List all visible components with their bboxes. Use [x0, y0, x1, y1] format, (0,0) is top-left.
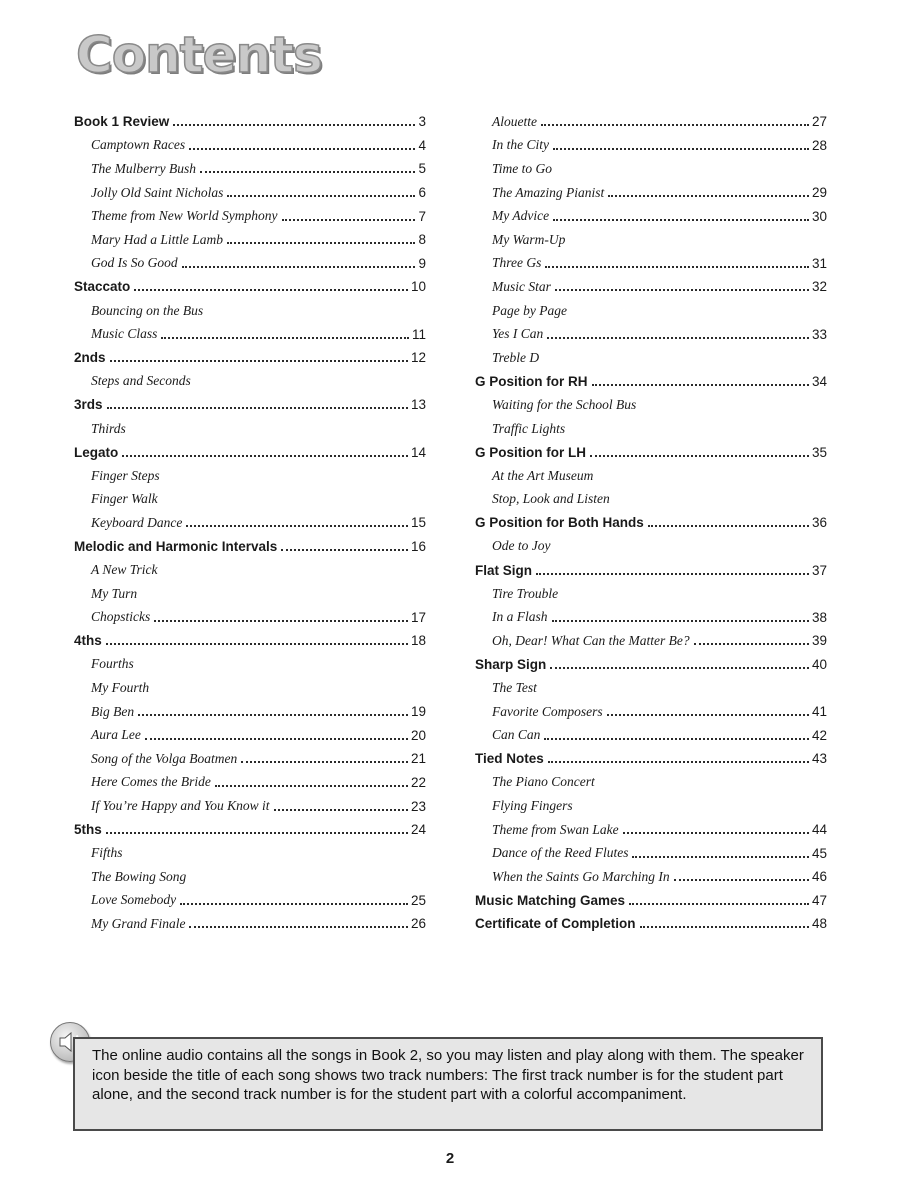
- toc-entry-title: A New Trick: [91, 562, 158, 578]
- toc-entry-row: [475, 582, 827, 606]
- toc-entry-title: Music Star: [492, 278, 551, 294]
- toc-entry-title: Thirds: [91, 420, 126, 436]
- toc-page-number: 7: [418, 208, 426, 224]
- toc-entry-title: When the Saints Go Marching In: [492, 868, 670, 884]
- toc-entry-row: [74, 841, 426, 865]
- toc-page-number: 5: [418, 161, 426, 177]
- toc-page-number: 43: [811, 751, 827, 767]
- toc-entry-title: Favorite Composers: [492, 703, 603, 719]
- toc-page-number: 24: [410, 822, 426, 838]
- toc-section-row: [74, 818, 426, 842]
- toc-page-number: 12: [410, 350, 426, 366]
- toc-entry-row: [475, 818, 827, 842]
- toc-section-row: [475, 747, 827, 771]
- toc-page-number: 45: [811, 845, 827, 861]
- toc-page-number: 46: [811, 869, 827, 885]
- toc-page-number: 33: [811, 326, 827, 342]
- dot-leader: [545, 253, 809, 268]
- dot-leader: [106, 630, 408, 645]
- dot-leader: [215, 772, 408, 787]
- toc-page-number: 17: [410, 609, 426, 625]
- toc-entry-title: Song of the Volga Boatmen: [91, 750, 238, 766]
- toc-section-title: G Position for Both Hands: [475, 515, 644, 531]
- dot-leader: [180, 890, 408, 905]
- dot-leader: [541, 111, 809, 126]
- toc-entry-title: Mary Had a Little Lamb: [91, 231, 224, 247]
- toc-entry-title: Theme from Swan Lake: [492, 821, 619, 837]
- toc-page-number: 38: [811, 609, 827, 625]
- toc-page-number: 30: [811, 208, 827, 224]
- toc-entry-row: [74, 181, 426, 205]
- toc-entry-row: [74, 605, 426, 629]
- toc-entry-row: [475, 629, 827, 653]
- toc-entry-row: [74, 228, 426, 252]
- toc-page-number: 44: [811, 822, 827, 838]
- toc-entry-title: Big Ben: [91, 703, 135, 719]
- toc-entry-title: In a Flash: [492, 609, 548, 625]
- dot-leader: [189, 913, 407, 928]
- toc-entry-title: If You’re Happy and You Know it: [91, 798, 270, 814]
- toc-entry-row: [475, 346, 827, 370]
- toc-section-title: Staccato: [74, 279, 131, 295]
- toc-entry-row: [475, 700, 827, 724]
- toc-entry-row: [475, 535, 827, 559]
- toc-section-title: Sharp Sign: [475, 656, 547, 672]
- toc-entry-row: [475, 110, 827, 134]
- toc-page-number: 11: [411, 326, 426, 342]
- toc-entry-row: [475, 464, 827, 488]
- toc-section-title: 2nds: [74, 350, 106, 366]
- toc-page-number: 16: [410, 538, 426, 554]
- toc-entry-title: Jolly Old Saint Nicholas: [91, 184, 224, 200]
- toc-page-number: 19: [410, 704, 426, 720]
- dot-leader: [592, 371, 809, 386]
- dot-leader: [138, 701, 408, 716]
- toc-entry-title: Page by Page: [492, 302, 567, 318]
- dot-leader: [182, 253, 416, 268]
- toc-entry-title: Ode to Joy: [492, 538, 551, 554]
- toc-page-number: 18: [410, 633, 426, 649]
- toc-section-title: Music Matching Games: [475, 892, 626, 908]
- toc-entry-title: Steps and Seconds: [91, 373, 191, 389]
- toc-page-number: 9: [418, 255, 426, 271]
- dot-leader: [134, 276, 408, 291]
- toc-page-number: 34: [811, 373, 827, 389]
- toc-section-title: Tied Notes: [475, 751, 544, 767]
- toc-entry-title: God Is So Good: [91, 255, 178, 271]
- toc-left-column: [74, 110, 426, 936]
- dot-leader: [629, 890, 809, 905]
- toc-entry-title: Stop, Look and Listen: [492, 491, 610, 507]
- dot-leader: [553, 135, 809, 150]
- toc-section-row: [475, 440, 827, 464]
- toc-section-row: [74, 275, 426, 299]
- toc-entry-title: Oh, Dear! What Can the Matter Be?: [492, 632, 690, 648]
- toc-page-number: 29: [811, 185, 827, 201]
- toc-entry-row: [74, 370, 426, 394]
- toc-section-row: [74, 629, 426, 653]
- toc-section-title: G Position for RH: [475, 373, 588, 389]
- toc-entry-title: The Test: [492, 680, 537, 696]
- toc-section-row: [475, 889, 827, 913]
- dot-leader: [544, 725, 809, 740]
- toc-entry-row: [74, 204, 426, 228]
- toc-page-number: 35: [811, 444, 827, 460]
- toc-page-number: 31: [811, 255, 827, 271]
- dot-leader: [608, 182, 809, 197]
- toc-entry-title: At the Art Museum: [492, 467, 594, 483]
- toc-page-number: 3: [418, 114, 426, 130]
- toc-page-number: 47: [811, 892, 827, 908]
- toc-entry-row: [74, 676, 426, 700]
- toc-entry-title: Yes I Can: [492, 326, 544, 342]
- toc-entry-title: My Advice: [492, 208, 550, 224]
- toc-entry-title: Here Comes the Bride: [91, 774, 211, 790]
- toc-page-number: 25: [410, 892, 426, 908]
- toc-entry-row: [74, 299, 426, 323]
- audio-note-text: The online audio contains all the songs in Book 2, so you may listen and play along with them. The speaker icon beside the title of each song shows two track numbers: The first track number is for the student part alone, and the second track number is for the student part with a colorful accompaniment.: [92, 1047, 804, 1103]
- dot-leader: [145, 725, 408, 740]
- toc-page-number: 48: [811, 916, 827, 932]
- dot-leader: [590, 442, 809, 457]
- dot-leader: [694, 630, 809, 645]
- toc-entry-row: [74, 134, 426, 158]
- toc-section-row: [475, 511, 827, 535]
- toc-entry-row: [475, 393, 827, 417]
- toc-entry-row: [74, 889, 426, 913]
- toc-section-title: 4ths: [74, 633, 102, 649]
- dot-leader: [173, 111, 415, 126]
- toc-section-row: [475, 912, 827, 936]
- dot-leader: [674, 866, 809, 881]
- toc-entry-title: My Fourth: [91, 680, 150, 696]
- toc-entry-row: [74, 912, 426, 936]
- toc-entry-row: [475, 204, 827, 228]
- toc-entry-row: [475, 865, 827, 889]
- toc-entry-title: Tire Trouble: [492, 585, 559, 601]
- toc-section-row: [74, 346, 426, 370]
- toc-section-title: Certificate of Completion: [475, 916, 636, 932]
- toc-entry-row: [475, 488, 827, 512]
- dot-leader: [550, 654, 809, 669]
- toc-page-number: 42: [811, 727, 827, 743]
- toc-page-number: 4: [418, 137, 426, 153]
- dot-leader: [189, 135, 415, 150]
- toc-entry-title: Waiting for the School Bus: [492, 396, 637, 412]
- toc-entry-row: [74, 558, 426, 582]
- toc-section-row: [74, 535, 426, 559]
- toc-entry-title: Traffic Lights: [492, 420, 566, 436]
- toc-section-title: Book 1 Review: [74, 114, 170, 130]
- toc-entry-title: The Piano Concert: [492, 774, 595, 790]
- toc-page-number: 36: [811, 515, 827, 531]
- dot-leader: [186, 512, 408, 527]
- toc-section-row: [475, 653, 827, 677]
- toc-entry-title: My Warm-Up: [492, 231, 566, 247]
- toc-page-number: 20: [410, 727, 426, 743]
- toc-section-row: [475, 558, 827, 582]
- toc-section-title: 5ths: [74, 822, 102, 838]
- toc-entry-title: Chopsticks: [91, 609, 151, 625]
- toc-page-number: 41: [811, 704, 827, 720]
- toc-page-number: 27: [811, 114, 827, 130]
- dot-leader: [227, 182, 415, 197]
- toc-section-title: G Position for LH: [475, 444, 586, 460]
- dot-leader: [552, 607, 809, 622]
- toc-entry-title: Fourths: [91, 656, 134, 672]
- toc-entry-row: [475, 299, 827, 323]
- toc-entry-row: [74, 252, 426, 276]
- toc-entry-title: In the City: [492, 137, 549, 153]
- toc-entry-title: Music Class: [91, 326, 158, 342]
- toc-entry-row: [74, 794, 426, 818]
- dot-leader: [122, 442, 408, 457]
- toc-entry-row: [475, 605, 827, 629]
- toc-entry-title: Camptown Races: [91, 137, 186, 153]
- dot-leader: [555, 276, 809, 291]
- dot-leader: [607, 701, 809, 716]
- toc-entry-title: Finger Steps: [91, 467, 160, 483]
- toc-entry-row: [475, 134, 827, 158]
- toc-entry-row: [475, 228, 827, 252]
- dot-leader: [281, 536, 408, 551]
- toc-entry-row: [74, 488, 426, 512]
- toc-entry-title: Can Can: [492, 727, 541, 743]
- dot-leader: [282, 206, 416, 221]
- toc-page-number: 39: [811, 633, 827, 649]
- dot-leader: [623, 819, 809, 834]
- audio-note-box: [73, 1037, 823, 1131]
- dot-leader: [241, 748, 408, 763]
- dot-leader: [553, 206, 809, 221]
- toc-entry-title: Finger Walk: [91, 491, 158, 507]
- dot-leader: [200, 158, 415, 173]
- toc-right-column: [475, 110, 827, 936]
- toc-section-title: Melodic and Harmonic Intervals: [74, 538, 278, 554]
- toc-entry-row: [74, 771, 426, 795]
- dot-leader: [106, 819, 408, 834]
- toc-entry-title: Theme from New World Symphony: [91, 208, 278, 224]
- toc-entry-title: Love Somebody: [91, 892, 177, 908]
- toc-section-row: [475, 370, 827, 394]
- toc-page-number: 8: [418, 232, 426, 248]
- page-number: 2: [445, 1150, 455, 1167]
- toc-page-number: 23: [410, 798, 426, 814]
- page-title: Contents: [76, 26, 322, 84]
- toc-entry-row: [74, 865, 426, 889]
- toc-entry-title: Time to Go: [492, 160, 553, 176]
- toc-entry-row: [74, 417, 426, 441]
- dot-leader: [154, 607, 408, 622]
- toc-entry-row: [74, 322, 426, 346]
- toc-section-title: Legato: [74, 444, 119, 460]
- toc-entry-row: [74, 582, 426, 606]
- toc-entry-row: [74, 511, 426, 535]
- toc-section-title: Flat Sign: [475, 562, 532, 578]
- toc-entry-title: My Turn: [91, 585, 138, 601]
- toc-page-number: 14: [410, 444, 426, 460]
- toc-section-title: 3rds: [74, 397, 103, 413]
- toc-page-number: 40: [811, 656, 827, 672]
- dot-leader: [648, 512, 809, 527]
- toc-page-number: 6: [418, 185, 426, 201]
- toc-entry-row: [74, 653, 426, 677]
- toc-entry-title: The Bowing Song: [91, 868, 187, 884]
- dot-leader: [548, 748, 809, 763]
- toc-entry-row: [475, 417, 827, 441]
- toc-entry-row: [475, 723, 827, 747]
- dot-leader: [107, 394, 408, 409]
- toc-entry-title: Fifths: [91, 845, 123, 861]
- dot-leader: [536, 560, 809, 575]
- toc-page-number: 26: [410, 916, 426, 932]
- dot-leader: [161, 324, 409, 339]
- toc-entry-row: [475, 275, 827, 299]
- toc-page-number: 15: [410, 515, 426, 531]
- toc-entry-row: [475, 181, 827, 205]
- toc-section-row: [74, 110, 426, 134]
- toc-entry-row: [74, 723, 426, 747]
- toc-entry-title: Aura Lee: [91, 727, 141, 743]
- toc-entry-row: [475, 841, 827, 865]
- toc-entry-row: [475, 676, 827, 700]
- toc-page-number: 28: [811, 137, 827, 153]
- toc-entry-title: Three Gs: [492, 255, 542, 271]
- toc-entry-row: [475, 157, 827, 181]
- toc-entry-row: [475, 252, 827, 276]
- toc-entry-title: Treble D: [492, 349, 540, 365]
- toc-entry-title: Dance of the Reed Flutes: [492, 845, 629, 861]
- toc-entry-title: Alouette: [492, 113, 537, 129]
- dot-leader: [110, 347, 408, 362]
- toc-page-number: 22: [410, 774, 426, 790]
- toc-entry-title: Flying Fingers: [492, 798, 573, 814]
- toc-entry-row: [475, 322, 827, 346]
- dot-leader: [632, 843, 809, 858]
- toc-entry-title: The Mulberry Bush: [91, 160, 196, 176]
- toc-entry-row: [74, 464, 426, 488]
- toc-entry-title: My Grand Finale: [91, 915, 186, 931]
- dot-leader: [274, 796, 408, 811]
- toc-section-row: [74, 440, 426, 464]
- toc-entry-row: [475, 771, 827, 795]
- toc-entry-row: [74, 747, 426, 771]
- toc-entry-row: [475, 794, 827, 818]
- toc-entry-row: [74, 700, 426, 724]
- toc-entry-row: [74, 157, 426, 181]
- toc-section-row: [74, 393, 426, 417]
- toc-page-number: 13: [410, 397, 426, 413]
- dot-leader: [227, 229, 415, 244]
- toc-page-number: 10: [410, 279, 426, 295]
- toc-page-number: 32: [811, 279, 827, 295]
- dot-leader: [640, 913, 809, 928]
- toc-entry-title: The Amazing Pianist: [492, 184, 605, 200]
- toc-entry-title: Keyboard Dance: [91, 514, 183, 530]
- toc-page-number: 21: [410, 751, 426, 767]
- toc-entry-title: Bouncing on the Bus: [91, 302, 204, 318]
- toc-page-number: 37: [811, 562, 827, 578]
- dot-leader: [547, 324, 809, 339]
